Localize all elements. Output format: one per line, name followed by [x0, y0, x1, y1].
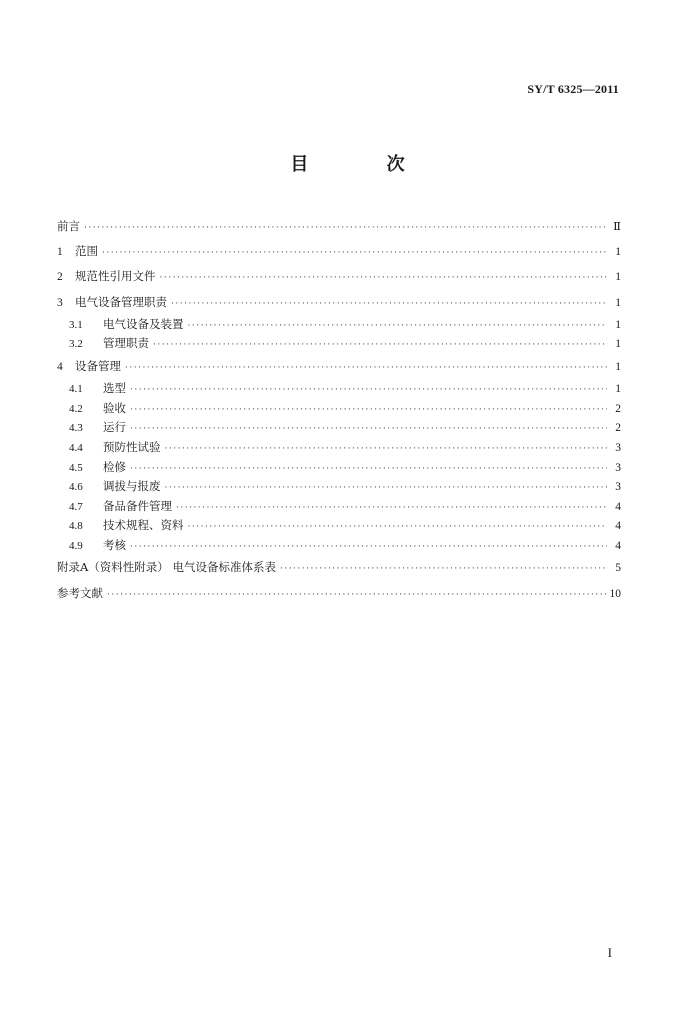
- toc-entry-label: 考核: [103, 537, 126, 552]
- page-title: 目 次: [290, 154, 441, 175]
- toc-entry-number: 4.3: [69, 422, 83, 435]
- toc-leader-dots: [130, 420, 607, 440]
- toc-entry-label: 检修: [103, 459, 126, 474]
- toc-entry-page: 4: [615, 520, 621, 533]
- toc-entry-4-8[interactable]: [57, 516, 621, 536]
- toc-entry-number: 4.6: [69, 481, 83, 494]
- toc-leader-dots: [165, 479, 608, 499]
- toc-entry-4-4[interactable]: [57, 438, 621, 458]
- toc-entry-label: 附录A（资料性附录） 电气设备标准体系表: [57, 560, 276, 575]
- toc-entry-label: 备品备件管理: [103, 498, 172, 513]
- toc-entry-4-1[interactable]: [57, 379, 621, 399]
- toc-entry-number: 4.7: [69, 500, 83, 513]
- toc-entry-number: 1: [57, 246, 63, 259]
- toc-entry-page: 3: [615, 481, 621, 494]
- toc-entry-label: 设备管理: [75, 358, 121, 373]
- toc-entry-appendix-a[interactable]: [57, 555, 621, 580]
- toc-entry-number: 3.1: [69, 318, 83, 331]
- toc-entry-page: 1: [615, 360, 621, 373]
- toc-entry-3-2[interactable]: [57, 334, 621, 354]
- toc-entry-page: Ⅱ: [613, 221, 621, 233]
- toc-entry-4-5[interactable]: [57, 458, 621, 478]
- toc-entry-label: 前言: [57, 219, 80, 233]
- toc-entry-3-1[interactable]: [57, 315, 621, 335]
- standard-number: SY/T 6325—2011: [527, 82, 619, 96]
- toc-entry-label: 技术规程、资料: [103, 518, 184, 533]
- toc-leader-dots: [188, 317, 608, 337]
- toc-entry-number: 4.1: [69, 383, 83, 396]
- toc-entry-number: 3.2: [69, 338, 83, 351]
- toc-entry-4-3[interactable]: [57, 418, 621, 438]
- toc-entry-4-6[interactable]: [57, 477, 621, 497]
- toc-entry-number: 4.8: [69, 520, 83, 533]
- toc-entry-page: 10: [609, 587, 621, 600]
- toc-leader-dots: [165, 440, 608, 460]
- toc-entry-label: 范围: [75, 244, 98, 259]
- toc-entry-label: 管理职责: [103, 336, 149, 351]
- toc-entry-foreword[interactable]: [57, 214, 621, 239]
- toc-entry-number: 4.4: [69, 441, 83, 454]
- toc-entry-page: 4: [615, 539, 621, 552]
- toc-entry-page: 5: [615, 562, 621, 575]
- toc-entry-label: 验收: [103, 400, 126, 415]
- toc-leader-dots: [130, 401, 607, 421]
- toc-entry-page: 1: [615, 383, 621, 396]
- toc-leader-dots: [130, 381, 607, 401]
- toc-leader-dots: [125, 356, 607, 381]
- toc-entry-label: 规范性引用文件: [75, 269, 156, 284]
- toc-entry-page: 4: [615, 500, 621, 513]
- toc-entry-equipment-management[interactable]: [57, 354, 621, 379]
- toc-entry-4-7[interactable]: [57, 497, 621, 517]
- toc-entry-4-2[interactable]: [57, 399, 621, 419]
- toc-entry-number: 2: [57, 271, 63, 284]
- toc-leader-dots: [102, 241, 607, 266]
- toc-entry-number: 4.5: [69, 461, 83, 474]
- toc-entry-page: 3: [615, 441, 621, 454]
- toc-entry-page: 1: [615, 318, 621, 331]
- toc-entry-label: 参考文献: [57, 585, 103, 600]
- toc-entry-4-9[interactable]: [57, 536, 621, 556]
- toc-entry-label: 运行: [103, 420, 126, 435]
- toc-entry-number: 3: [57, 296, 63, 309]
- toc-entry-number: 4.2: [69, 402, 83, 415]
- toc-entry-label: 电气设备管理职责: [75, 294, 167, 309]
- toc-entry-label: 选型: [103, 381, 126, 396]
- toc-leader-dots: [107, 583, 606, 608]
- toc-entry-label: 调拔与报废: [103, 479, 161, 494]
- toc-leader-dots: [160, 266, 608, 291]
- toc-entry-page: 1: [615, 296, 621, 309]
- toc-leader-dots: [188, 518, 608, 538]
- toc-entry-management-responsibilities[interactable]: [57, 290, 621, 315]
- toc-leader-dots: [84, 216, 607, 241]
- page-number: I: [607, 945, 612, 960]
- toc-entry-label: 预防性试验: [103, 439, 161, 454]
- toc-leader-dots: [130, 460, 607, 480]
- toc-entry-page: 3: [615, 461, 621, 474]
- toc-entry-page: 1: [615, 338, 621, 351]
- toc-entry-label: 电气设备及装置: [103, 316, 184, 331]
- toc-entry-page: 2: [615, 422, 621, 435]
- toc-entry-page: 2: [615, 402, 621, 415]
- toc-leader-dots: [171, 292, 607, 317]
- toc-leader-dots: [280, 557, 607, 582]
- toc-entry-number: 4: [57, 360, 63, 373]
- toc-entry-page: 1: [615, 271, 621, 284]
- toc-entry-page: 1: [615, 246, 621, 259]
- toc-entry-number: 4.9: [69, 539, 83, 552]
- toc-entry-bibliography[interactable]: [57, 581, 621, 606]
- toc-leader-dots: [176, 499, 607, 519]
- toc-leader-dots: [153, 336, 607, 356]
- toc-entry-normative-references[interactable]: [57, 264, 621, 289]
- table-of-contents: [57, 214, 621, 606]
- toc-entry-scope[interactable]: [57, 239, 621, 264]
